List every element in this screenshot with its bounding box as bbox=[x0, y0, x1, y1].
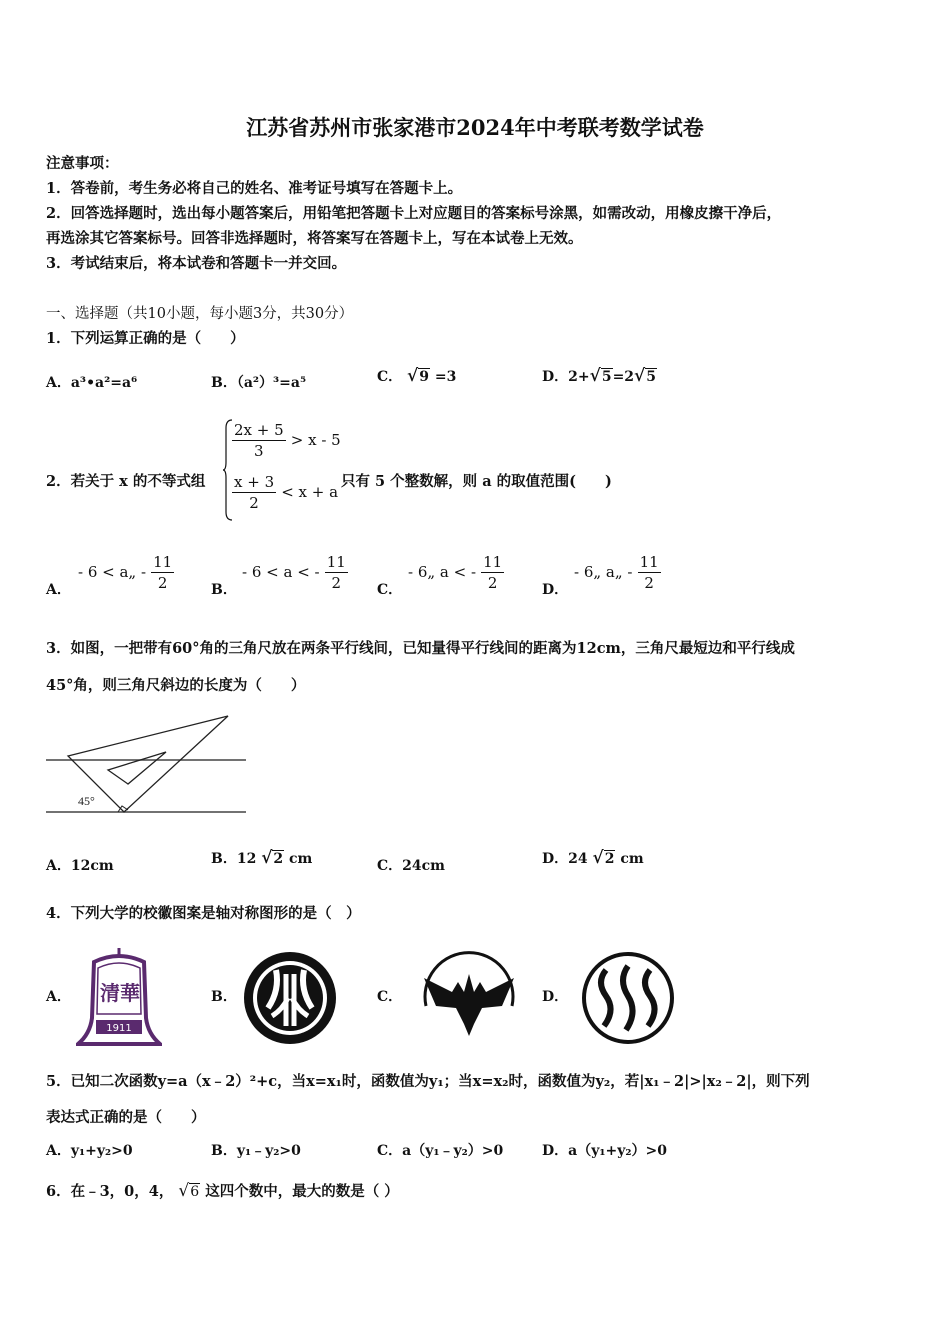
q4-stem: 4．下列大学的校徽图案是轴对称图形的是（ ） bbox=[46, 905, 361, 922]
q1-option-d bbox=[542, 366, 657, 386]
q6-stem: 6．在﹣3，0，4， √6 这四个数中，最大的数是（ ） bbox=[46, 1181, 399, 1201]
q2-inequality-1: $\frac{2x + 5}{3}$ > x - 5 bbox=[234, 421, 341, 460]
q3-option-d: D．24 √2 cm bbox=[542, 848, 644, 868]
q5-option-a: A．y₁+y₂>0 bbox=[46, 1143, 133, 1159]
q5-option-c: C．a（y₁﹣y₂）>0 bbox=[377, 1143, 504, 1159]
notice-item-2a: 2．回答选择题时，选出每小题答案后，用铅笔把答题卡上对应题目的答案标号涂黑，如需改动，用橡皮擦干净后， bbox=[46, 205, 782, 222]
sqrt-2-a: √2 bbox=[261, 848, 284, 868]
notice-item-3: 3．考试结束后，将本试卷和答题卡一并交回。 bbox=[46, 255, 347, 272]
tsinghua-bell-badge bbox=[76, 944, 162, 1048]
q2-option-c: - 6„ a < - $\frac{11}{2}$ bbox=[408, 553, 503, 592]
q1-option-c-tail: =3 bbox=[434, 369, 457, 385]
notice-item-2b: 再选涂其它答案标号。回答非选择题时，将答案写在答题卡上，写在本试卷上无效。 bbox=[46, 230, 583, 247]
wave-badge bbox=[580, 950, 676, 1046]
triangle-ruler-figure bbox=[44, 712, 250, 818]
q5-option-b: B．y₁﹣y₂>0 bbox=[211, 1143, 301, 1159]
sqrt-9: √9 bbox=[407, 366, 429, 386]
sqrt-2-b: √2 bbox=[592, 848, 615, 868]
q1-option-c-label: C． bbox=[377, 369, 403, 385]
q2-option-a-label: A． bbox=[46, 582, 71, 598]
q2-option-a: - 6 < a„ - $\frac{11}{2}$ bbox=[78, 553, 173, 592]
q2-inequality-2: $\frac{x + 3}{2}$ < x + a bbox=[234, 473, 339, 512]
section-heading: 一、选择题（共10小题，每小题3分，共30分） bbox=[46, 306, 354, 322]
q5-option-d: D．a（y₁+y₂）>0 bbox=[542, 1143, 667, 1159]
q3-option-a: A．12cm bbox=[46, 858, 114, 874]
eagle-badge bbox=[418, 948, 520, 1040]
q3-option-c: C．24cm bbox=[377, 858, 445, 874]
q2-option-d-label: D． bbox=[542, 582, 569, 598]
peking-badge bbox=[242, 950, 338, 1046]
q5-stem-1: 5．已知二次函数y=a（x﹣2）²+c，当x=x₁时，函数值为y₁；当x=x₂时，函数值为y₂，若|x₁﹣2|>|x₂﹣2|，则下列 bbox=[46, 1073, 810, 1090]
q5-stem-2: 表达式正确的是（ ） bbox=[46, 1109, 206, 1126]
q2-option-b: - 6 < a < - $\frac{11}{2}$ bbox=[242, 553, 346, 592]
q2-option-c-label: C． bbox=[377, 582, 403, 598]
page-title: 江苏省苏州市张家港市2024年中考联考数学试卷 bbox=[246, 115, 704, 140]
q1-option-a: A．a³•a²=a⁶ bbox=[46, 375, 138, 391]
q1-option-c bbox=[377, 366, 456, 386]
q1-option-d-label: D．2+ bbox=[542, 369, 590, 385]
q1-stem: 1．下列运算正确的是（ ） bbox=[46, 330, 245, 347]
q1-option-d-mid: =2 bbox=[612, 369, 635, 385]
q4-option-d-label: D． bbox=[542, 989, 569, 1005]
q3-option-b: B．12 √2 cm bbox=[211, 848, 313, 868]
q1-option-b: B．（a²）³=a⁵ bbox=[211, 375, 307, 391]
q3-stem-1: 3．如图，一把带有60°角的三角尺放在两条平行线间，已知量得平行线间的距离为12cm，三角尺最短边和平行线成 bbox=[46, 640, 795, 657]
notice-item-1: 1．答卷前，考生务必将自己的姓名、准考证号填写在答题卡上。 bbox=[46, 180, 463, 197]
svg-text:清華: 清華 bbox=[100, 981, 140, 1005]
q2-stem-post: 只有 5 个整数解，则 a 的取值范围( ) bbox=[341, 473, 612, 490]
q4-option-b-label: B． bbox=[211, 989, 237, 1005]
angle-label: 45° bbox=[78, 794, 95, 808]
q4-option-a-label: A． bbox=[46, 989, 71, 1005]
q4-option-c-label: C． bbox=[377, 989, 403, 1005]
notice-heading: 注意事项： bbox=[46, 155, 119, 172]
q2-stem-pre: 2．若关于 x 的不等式组 bbox=[46, 473, 206, 490]
sqrt-6: √6 bbox=[178, 1181, 200, 1201]
q2-option-b-label: B． bbox=[211, 582, 237, 598]
q2-option-d: - 6„ a„ - $\frac{11}{2}$ bbox=[574, 553, 659, 592]
svg-text:1911: 1911 bbox=[106, 1023, 132, 1034]
sqrt-5-b: √5 bbox=[634, 366, 656, 386]
q3-stem-2: 45°角，则三角尺斜边的长度为（ ） bbox=[46, 677, 306, 694]
sqrt-5-a: √5 bbox=[589, 366, 612, 386]
